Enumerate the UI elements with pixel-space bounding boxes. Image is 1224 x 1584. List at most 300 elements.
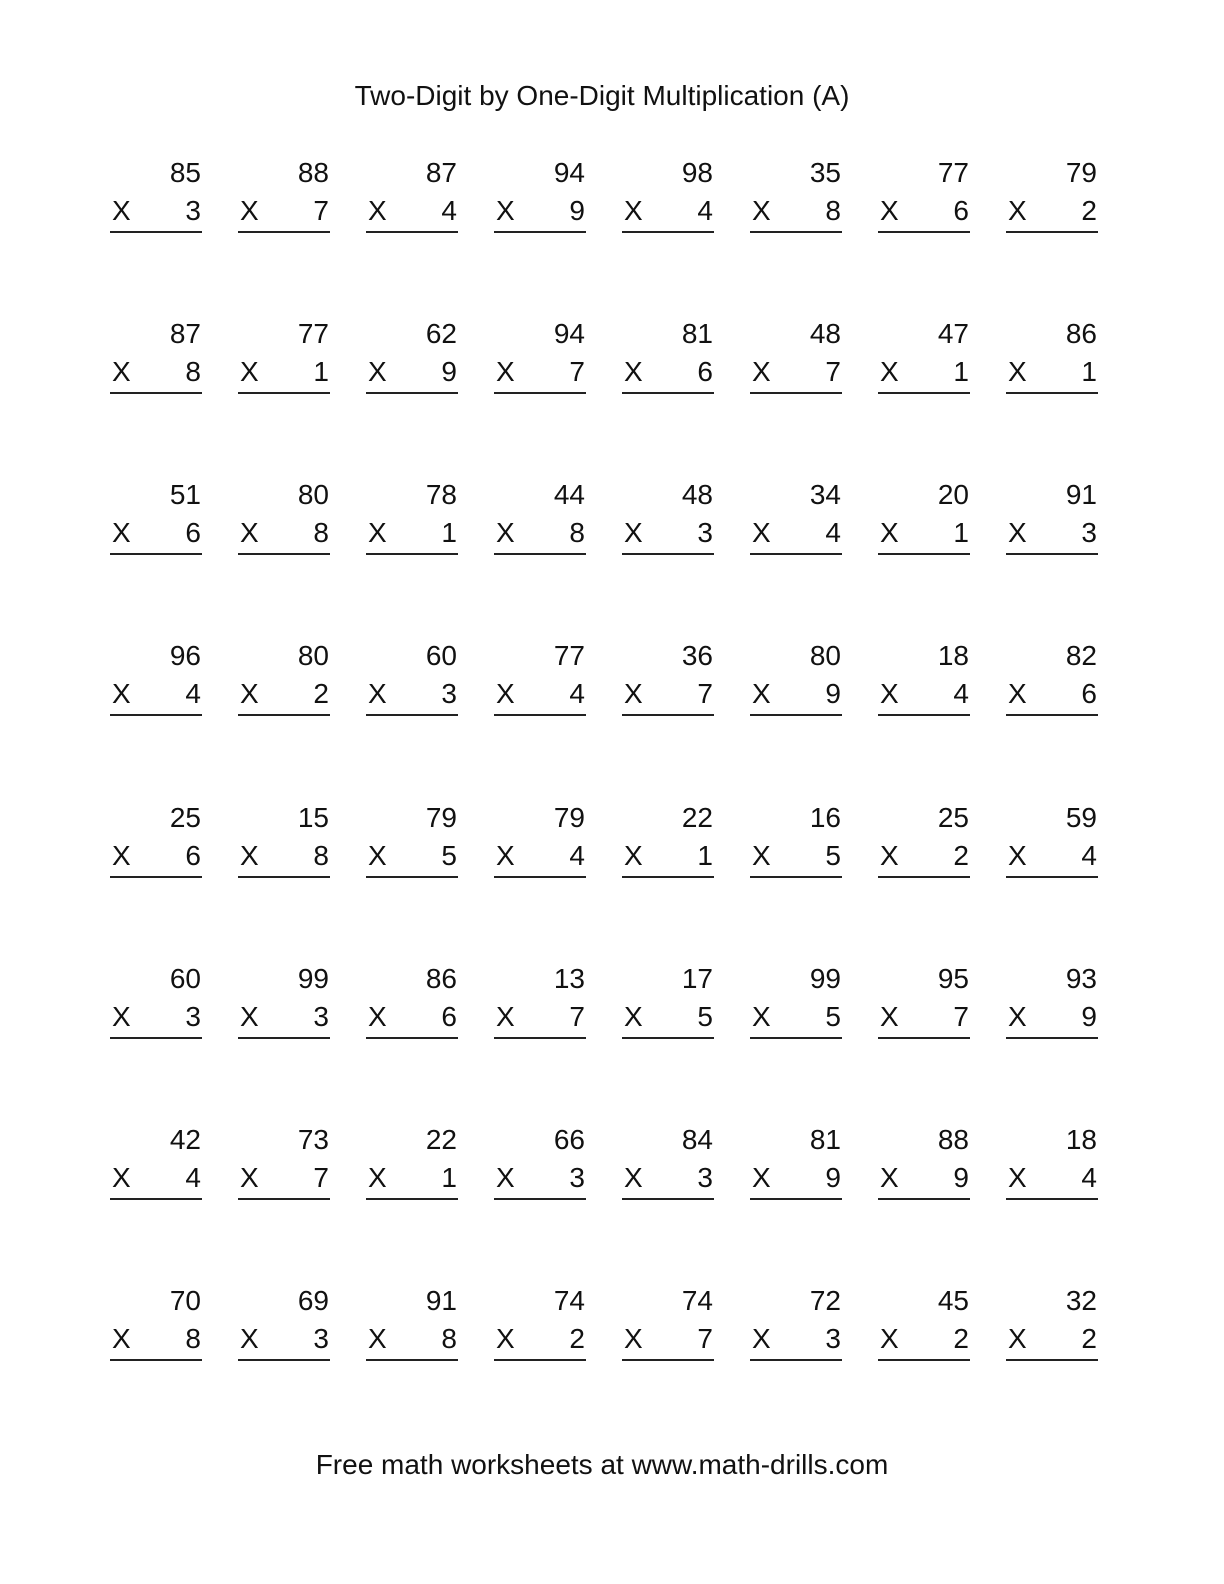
multiplicand: 69	[297, 1285, 329, 1316]
multiplier: 7	[697, 1323, 713, 1354]
problem-r8-c5	[622, 1285, 714, 1361]
multiply-sign: X	[368, 1162, 387, 1193]
multiplicand: 51	[169, 479, 201, 510]
multiply-sign: X	[624, 840, 643, 871]
multiplier: 3	[825, 1323, 841, 1354]
multiplier: 1	[1081, 356, 1097, 387]
answer-rule	[110, 1037, 202, 1039]
multiply-sign: X	[880, 1001, 899, 1032]
problem-r8-c6	[750, 1285, 842, 1361]
multiplicand: 88	[297, 157, 329, 188]
problem-r1-c4	[494, 157, 586, 233]
multiply-sign: X	[496, 678, 515, 709]
multiplicand: 25	[169, 802, 201, 833]
problem-r8-c1	[110, 1285, 202, 1361]
multiply-sign: X	[624, 356, 643, 387]
multiply-sign: X	[1008, 678, 1027, 709]
problem-r6-c3	[366, 963, 458, 1039]
multiplicand: 36	[681, 640, 713, 671]
multiplier: 4	[953, 678, 969, 709]
multiplicand: 80	[297, 479, 329, 510]
multiply-sign: X	[624, 517, 643, 548]
multiplicand: 42	[169, 1124, 201, 1155]
multiplier: 7	[313, 1162, 329, 1193]
problem-r7-c5	[622, 1124, 714, 1200]
answer-rule	[238, 553, 330, 555]
multiply-sign: X	[1008, 840, 1027, 871]
multiplier: 3	[697, 1162, 713, 1193]
problem-r6-c1	[110, 963, 202, 1039]
answer-rule	[366, 553, 458, 555]
multiplicand: 79	[553, 802, 585, 833]
multiply-sign: X	[1008, 517, 1027, 548]
multiplicand: 18	[937, 640, 969, 671]
multiplier: 2	[1081, 195, 1097, 226]
multiply-sign: X	[496, 195, 515, 226]
multiplier: 8	[569, 517, 585, 548]
multiply-sign: X	[368, 517, 387, 548]
multiplier: 7	[825, 356, 841, 387]
multiplier: 4	[569, 840, 585, 871]
multiplier: 8	[441, 1323, 457, 1354]
multiplicand: 45	[937, 1285, 969, 1316]
multiplier: 3	[697, 517, 713, 548]
answer-rule	[110, 392, 202, 394]
answer-rule	[238, 876, 330, 878]
multiplier: 6	[441, 1001, 457, 1032]
multiply-sign: X	[496, 1162, 515, 1193]
multiply-sign: X	[240, 678, 259, 709]
multiplier: 6	[1081, 678, 1097, 709]
multiplier: 2	[1081, 1323, 1097, 1354]
multiplier: 1	[313, 356, 329, 387]
multiply-sign: X	[368, 1001, 387, 1032]
multiply-sign: X	[112, 517, 131, 548]
multiply-sign: X	[624, 1323, 643, 1354]
problem-r2-c6	[750, 318, 842, 394]
problem-r1-c7	[878, 157, 970, 233]
multiply-sign: X	[752, 1001, 771, 1032]
multiply-sign: X	[240, 840, 259, 871]
problem-r4-c3	[366, 640, 458, 716]
answer-rule	[494, 553, 586, 555]
multiplicand: 60	[169, 963, 201, 994]
multiplier: 9	[825, 1162, 841, 1193]
multiplicand: 73	[297, 1124, 329, 1155]
answer-rule	[494, 392, 586, 394]
multiply-sign: X	[496, 356, 515, 387]
answer-rule	[110, 553, 202, 555]
answer-rule	[494, 1359, 586, 1361]
multiplicand: 99	[809, 963, 841, 994]
multiply-sign: X	[752, 678, 771, 709]
multiplicand: 80	[297, 640, 329, 671]
problem-r3-c8	[1006, 479, 1098, 555]
multiply-sign: X	[1008, 1162, 1027, 1193]
problem-r4-c2	[238, 640, 330, 716]
multiplicand: 44	[553, 479, 585, 510]
multiplicand: 80	[809, 640, 841, 671]
answer-rule	[238, 392, 330, 394]
problem-r8-c2	[238, 1285, 330, 1361]
multiplicand: 22	[681, 802, 713, 833]
answer-rule	[878, 1037, 970, 1039]
multiplicand: 79	[1065, 157, 1097, 188]
answer-rule	[750, 392, 842, 394]
multiplicand: 88	[937, 1124, 969, 1155]
problem-r7-c8	[1006, 1124, 1098, 1200]
answer-rule	[110, 876, 202, 878]
problem-r7-c6	[750, 1124, 842, 1200]
multiplicand: 82	[1065, 640, 1097, 671]
multiply-sign: X	[112, 1162, 131, 1193]
multiplier: 4	[825, 517, 841, 548]
answer-rule	[1006, 876, 1098, 878]
multiplicand: 48	[681, 479, 713, 510]
multiply-sign: X	[496, 517, 515, 548]
multiply-sign: X	[112, 356, 131, 387]
multiplicand: 16	[809, 802, 841, 833]
problem-r2-c3	[366, 318, 458, 394]
problem-r5-c5	[622, 802, 714, 878]
problem-r5-c7	[878, 802, 970, 878]
problem-r1-c2	[238, 157, 330, 233]
multiply-sign: X	[112, 840, 131, 871]
problem-r8-c4	[494, 1285, 586, 1361]
multiplicand: 32	[1065, 1285, 1097, 1316]
multiply-sign: X	[752, 517, 771, 548]
answer-rule	[750, 1037, 842, 1039]
multiplicand: 93	[1065, 963, 1097, 994]
problem-r3-c3	[366, 479, 458, 555]
answer-rule	[622, 1359, 714, 1361]
problem-r2-c1	[110, 318, 202, 394]
multiplier: 3	[313, 1323, 329, 1354]
answer-rule	[1006, 1359, 1098, 1361]
multiply-sign: X	[368, 840, 387, 871]
problem-r2-c4	[494, 318, 586, 394]
multiplier: 7	[953, 1001, 969, 1032]
multiplier: 1	[441, 517, 457, 548]
problem-r7-c2	[238, 1124, 330, 1200]
multiplier: 4	[185, 1162, 201, 1193]
multiplicand: 78	[425, 479, 457, 510]
multiply-sign: X	[368, 678, 387, 709]
multiply-sign: X	[752, 356, 771, 387]
multiplier: 6	[185, 840, 201, 871]
answer-rule	[238, 1198, 330, 1200]
multiply-sign: X	[112, 678, 131, 709]
multiplicand: 13	[553, 963, 585, 994]
answer-rule	[1006, 1198, 1098, 1200]
multiply-sign: X	[624, 678, 643, 709]
multiply-sign: X	[112, 1323, 131, 1354]
answer-rule	[110, 1359, 202, 1361]
multiplicand: 96	[169, 640, 201, 671]
multiplicand: 20	[937, 479, 969, 510]
multiply-sign: X	[752, 840, 771, 871]
answer-rule	[622, 876, 714, 878]
answer-rule	[366, 1037, 458, 1039]
multiplier: 3	[441, 678, 457, 709]
answer-rule	[622, 553, 714, 555]
multiplier: 6	[185, 517, 201, 548]
multiplier: 2	[953, 840, 969, 871]
answer-rule	[750, 876, 842, 878]
problem-r8-c8	[1006, 1285, 1098, 1361]
multiply-sign: X	[240, 195, 259, 226]
problem-r4-c8	[1006, 640, 1098, 716]
multiplier: 4	[185, 678, 201, 709]
multiply-sign: X	[1008, 1001, 1027, 1032]
multiply-sign: X	[880, 678, 899, 709]
problem-r3-c4	[494, 479, 586, 555]
answer-rule	[238, 1359, 330, 1361]
answer-rule	[622, 392, 714, 394]
multiplicand: 81	[809, 1124, 841, 1155]
problem-r7-c3	[366, 1124, 458, 1200]
multiply-sign: X	[624, 195, 643, 226]
answer-rule	[366, 392, 458, 394]
multiplicand: 25	[937, 802, 969, 833]
multiplier: 9	[953, 1162, 969, 1193]
multiplicand: 94	[553, 157, 585, 188]
multiplicand: 81	[681, 318, 713, 349]
problem-r4-c5	[622, 640, 714, 716]
multiplier: 4	[697, 195, 713, 226]
multiplier: 5	[697, 1001, 713, 1032]
multiplier: 1	[953, 517, 969, 548]
multiplier: 5	[441, 840, 457, 871]
problem-r2-c8	[1006, 318, 1098, 394]
multiplier: 9	[569, 195, 585, 226]
problem-r2-c2	[238, 318, 330, 394]
answer-rule	[622, 714, 714, 716]
problem-r3-c2	[238, 479, 330, 555]
multiply-sign: X	[752, 1323, 771, 1354]
multiplier: 4	[1081, 840, 1097, 871]
multiply-sign: X	[240, 1323, 259, 1354]
multiplier: 2	[313, 678, 329, 709]
problem-r1-c8	[1006, 157, 1098, 233]
multiplier: 7	[313, 195, 329, 226]
multiplier: 8	[185, 1323, 201, 1354]
answer-rule	[110, 231, 202, 233]
answer-rule	[1006, 392, 1098, 394]
multiplier: 9	[1081, 1001, 1097, 1032]
multiply-sign: X	[368, 356, 387, 387]
answer-rule	[238, 714, 330, 716]
problem-r3-c1	[110, 479, 202, 555]
answer-rule	[750, 1198, 842, 1200]
answer-rule	[366, 231, 458, 233]
multiplier: 7	[569, 1001, 585, 1032]
multiplier: 1	[441, 1162, 457, 1193]
problem-r6-c6	[750, 963, 842, 1039]
answer-rule	[1006, 231, 1098, 233]
problem-r1-c3	[366, 157, 458, 233]
multiplicand: 77	[937, 157, 969, 188]
multiplier: 4	[1081, 1162, 1097, 1193]
multiplicand: 59	[1065, 802, 1097, 833]
multiplicand: 77	[553, 640, 585, 671]
multiplicand: 91	[1065, 479, 1097, 510]
problem-r2-c7	[878, 318, 970, 394]
multiplier: 4	[569, 678, 585, 709]
multiplier: 3	[313, 1001, 329, 1032]
problem-r6-c2	[238, 963, 330, 1039]
multiplier: 3	[569, 1162, 585, 1193]
multiplicand: 15	[297, 802, 329, 833]
answer-rule	[878, 392, 970, 394]
answer-rule	[366, 876, 458, 878]
multiply-sign: X	[624, 1162, 643, 1193]
answer-rule	[494, 1198, 586, 1200]
worksheet-title: Two-Digit by One-Digit Multiplication (A)	[354, 80, 850, 111]
answer-rule	[366, 714, 458, 716]
multiplicand: 48	[809, 318, 841, 349]
problem-r5-c8	[1006, 802, 1098, 878]
multiply-sign: X	[752, 1162, 771, 1193]
answer-rule	[110, 1198, 202, 1200]
answer-rule	[110, 714, 202, 716]
multiply-sign: X	[496, 840, 515, 871]
multiply-sign: X	[368, 1323, 387, 1354]
problem-r4-c1	[110, 640, 202, 716]
problem-r6-c8	[1006, 963, 1098, 1039]
answer-rule	[494, 876, 586, 878]
multiplicand: 85	[169, 157, 201, 188]
multiplier: 8	[313, 840, 329, 871]
answer-rule	[750, 231, 842, 233]
multiply-sign: X	[496, 1001, 515, 1032]
multiplier: 6	[953, 195, 969, 226]
multiplicand: 91	[425, 1285, 457, 1316]
problem-r5-c3	[366, 802, 458, 878]
multiplier: 2	[953, 1323, 969, 1354]
multiplicand: 87	[169, 318, 201, 349]
multiplier: 8	[313, 517, 329, 548]
answer-rule	[1006, 714, 1098, 716]
multiplicand: 35	[809, 157, 841, 188]
multiply-sign: X	[880, 840, 899, 871]
multiplier: 4	[441, 195, 457, 226]
multiply-sign: X	[1008, 356, 1027, 387]
multiplicand: 66	[553, 1124, 585, 1155]
problem-r5-c4	[494, 802, 586, 878]
footer-text: Free math worksheets at www.math-drills.com	[315, 1449, 889, 1480]
problem-r1-c1	[110, 157, 202, 233]
multiply-sign: X	[368, 195, 387, 226]
multiplicand: 47	[937, 318, 969, 349]
problem-r4-c7	[878, 640, 970, 716]
multiplier: 1	[697, 840, 713, 871]
multiplicand: 99	[297, 963, 329, 994]
multiplicand: 17	[681, 963, 713, 994]
problem-r2-c5	[622, 318, 714, 394]
multiplicand: 62	[425, 318, 457, 349]
answer-rule	[238, 231, 330, 233]
problem-r7-c4	[494, 1124, 586, 1200]
answer-rule	[750, 1359, 842, 1361]
multiplicand: 60	[425, 640, 457, 671]
multiplicand: 86	[425, 963, 457, 994]
multiply-sign: X	[1008, 195, 1027, 226]
multiply-sign: X	[112, 195, 131, 226]
problem-r1-c5	[622, 157, 714, 233]
problem-r8-c3	[366, 1285, 458, 1361]
multiplier: 7	[569, 356, 585, 387]
multiply-sign: X	[240, 1001, 259, 1032]
multiplier: 3	[185, 195, 201, 226]
answer-rule	[878, 1198, 970, 1200]
answer-rule	[366, 1359, 458, 1361]
answer-rule	[750, 553, 842, 555]
answer-rule	[878, 876, 970, 878]
multiplicand: 95	[937, 963, 969, 994]
multiplicand: 87	[425, 157, 457, 188]
problem-r4-c6	[750, 640, 842, 716]
multiplicand: 94	[553, 318, 585, 349]
multiplier: 8	[185, 356, 201, 387]
multiplier: 1	[953, 356, 969, 387]
multiplier: 3	[1081, 517, 1097, 548]
problem-r6-c7	[878, 963, 970, 1039]
problem-r3-c7	[878, 479, 970, 555]
multiplicand: 72	[809, 1285, 841, 1316]
multiply-sign: X	[880, 1162, 899, 1193]
problem-r7-c7	[878, 1124, 970, 1200]
multiplicand: 98	[681, 157, 713, 188]
multiply-sign: X	[496, 1323, 515, 1354]
multiply-sign: X	[752, 195, 771, 226]
problem-r5-c1	[110, 802, 202, 878]
multiplicand: 34	[809, 479, 841, 510]
answer-rule	[494, 1037, 586, 1039]
problem-r3-c6	[750, 479, 842, 555]
multiplier: 8	[825, 195, 841, 226]
answer-rule	[878, 1359, 970, 1361]
multiply-sign: X	[880, 195, 899, 226]
multiplicand: 22	[425, 1124, 457, 1155]
multiplier: 5	[825, 840, 841, 871]
answer-rule	[494, 714, 586, 716]
answer-rule	[878, 553, 970, 555]
multiply-sign: X	[240, 517, 259, 548]
problem-r5-c6	[750, 802, 842, 878]
problem-r7-c1	[110, 1124, 202, 1200]
multiplier: 5	[825, 1001, 841, 1032]
answer-rule	[622, 1198, 714, 1200]
multiplicand: 86	[1065, 318, 1097, 349]
problem-r6-c5	[622, 963, 714, 1039]
answer-rule	[878, 231, 970, 233]
answer-rule	[494, 231, 586, 233]
multiplicand: 74	[681, 1285, 713, 1316]
multiply-sign: X	[880, 517, 899, 548]
multiplicand: 84	[681, 1124, 713, 1155]
multiply-sign: X	[240, 1162, 259, 1193]
multiplier: 9	[441, 356, 457, 387]
answer-rule	[622, 231, 714, 233]
answer-rule	[750, 714, 842, 716]
multiplicand: 77	[297, 318, 329, 349]
multiply-sign: X	[880, 1323, 899, 1354]
answer-rule	[366, 1198, 458, 1200]
answer-rule	[1006, 553, 1098, 555]
multiplier: 9	[825, 678, 841, 709]
problem-r8-c7	[878, 1285, 970, 1361]
